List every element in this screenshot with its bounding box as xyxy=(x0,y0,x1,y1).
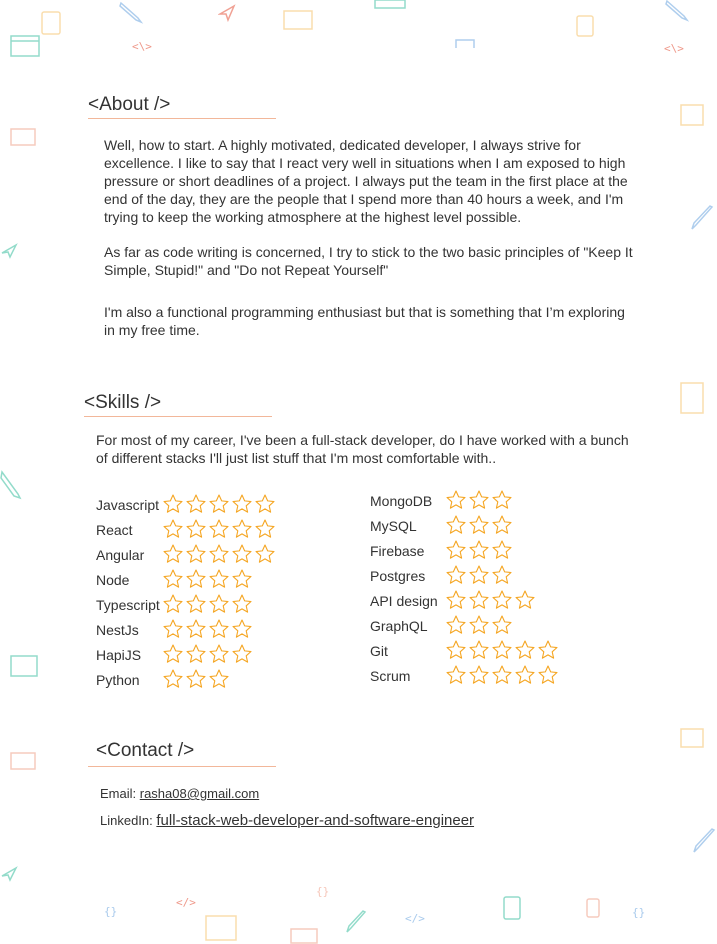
skill-rating xyxy=(445,564,513,586)
star-icon xyxy=(208,568,230,590)
email-label: Email: xyxy=(100,786,137,801)
star-icon xyxy=(254,518,276,540)
star-icon xyxy=(491,489,513,511)
skill-row xyxy=(370,488,432,513)
skill-row xyxy=(370,513,417,538)
linkedin-link[interactable]: full-stack-web-developer-and-software-engineer xyxy=(156,812,475,829)
window-icon-3 xyxy=(680,382,704,414)
star-icon xyxy=(445,489,467,511)
window-icon-4 xyxy=(680,728,704,748)
star-icon xyxy=(231,543,253,565)
star-icon xyxy=(162,593,184,615)
star-icon xyxy=(514,589,536,611)
skill-name: Javascript xyxy=(96,496,160,513)
skill-name: Scrum xyxy=(370,667,411,684)
star-icon xyxy=(231,493,253,515)
star-icon xyxy=(468,639,490,661)
skills-intro: For most of my career, I've been a full-stack developer, do I have worked with a bunch of different stacks I'll just list stuff that I'm most comfortable with.. xyxy=(96,432,629,466)
about-paragraph-1: Well, how to start. A highly motivated, dedicated developer, I always strive for excellence. I like to say that I react very well in situations when I am exposed to high pressure or short deadlines of a project. I always put the team in the first place at the end of the day, they are the people that I spend more than 40 hours a week, and I'm trying to keep the working atmosphere at the highest level possible. xyxy=(104,137,628,225)
tablet-icon xyxy=(40,10,62,36)
skill-row xyxy=(96,567,129,592)
skill-name: NestJs xyxy=(96,621,139,638)
star-icon xyxy=(162,518,184,540)
window-icon-5 xyxy=(205,915,237,941)
skill-name: Git xyxy=(370,642,388,659)
code-tag-glyph-3: </> xyxy=(176,896,196,909)
browser-icon-2 xyxy=(10,655,38,677)
film-icon-2 xyxy=(10,752,36,770)
star-icon xyxy=(491,589,513,611)
code-tag-glyph: <\> xyxy=(132,40,152,53)
skill-name: API design xyxy=(370,592,438,609)
skill-rating xyxy=(162,668,230,690)
about-divider xyxy=(88,118,276,119)
star-icon xyxy=(208,593,230,615)
star-icon xyxy=(537,664,559,686)
star-icon xyxy=(185,668,207,690)
cursor-icon-3 xyxy=(0,866,18,882)
skill-row xyxy=(370,563,425,588)
star-icon xyxy=(231,518,253,540)
skill-row xyxy=(370,663,410,688)
star-icon xyxy=(208,493,230,515)
skill-name: Angular xyxy=(96,546,145,563)
skills-title: <Skills /> xyxy=(84,392,162,413)
film-icon xyxy=(10,128,36,146)
star-icon xyxy=(514,664,536,686)
skill-name: Firebase xyxy=(370,542,425,559)
star-icon xyxy=(185,643,207,665)
email-link[interactable]: rasha08@gmail.com xyxy=(139,786,260,801)
star-icon xyxy=(162,618,184,640)
skill-row xyxy=(96,492,159,517)
skill-name: Postgres xyxy=(370,567,426,584)
star-icon xyxy=(537,639,559,661)
code-tag-glyph-4: </> xyxy=(405,912,425,925)
star-icon xyxy=(468,489,490,511)
star-icon xyxy=(231,643,253,665)
braces-glyph-3: {} xyxy=(632,906,646,919)
skill-name: MongoDB xyxy=(370,492,433,509)
window-icon-2 xyxy=(680,104,704,126)
email-line xyxy=(100,786,259,801)
star-icon xyxy=(162,668,184,690)
star-icon xyxy=(491,564,513,586)
skill-rating xyxy=(162,543,276,565)
contact-divider xyxy=(88,766,276,767)
star-icon xyxy=(162,643,184,665)
star-icon xyxy=(491,539,513,561)
star-icon xyxy=(491,614,513,636)
skill-row xyxy=(370,588,438,613)
skill-rating xyxy=(445,614,513,636)
star-icon xyxy=(231,568,253,590)
code-tag-glyph-2: <\> xyxy=(664,42,684,55)
about-paragraph-2: As far as code writing is concerned, I try to stick to the two basic principles of "Keep It Simple, Stupid!" and "Do not Repeat Yourself" xyxy=(104,244,633,278)
browser-icon-3 xyxy=(290,928,318,944)
skill-row xyxy=(370,613,428,638)
skills-divider xyxy=(84,416,272,417)
skill-rating xyxy=(162,593,253,615)
skill-row xyxy=(96,542,144,567)
star-icon xyxy=(185,593,207,615)
skill-name: GraphQL xyxy=(370,617,428,634)
pencil-icon-5 xyxy=(692,828,716,854)
skill-name: Typescript xyxy=(96,596,160,613)
star-icon xyxy=(231,593,253,615)
star-icon xyxy=(208,618,230,640)
skill-row xyxy=(370,638,388,663)
tablet-icon-2 xyxy=(575,14,595,38)
star-icon xyxy=(445,614,467,636)
star-icon xyxy=(468,614,490,636)
star-icon xyxy=(491,664,513,686)
skill-rating xyxy=(162,518,276,540)
skill-rating xyxy=(445,514,513,536)
star-icon xyxy=(468,564,490,586)
star-icon xyxy=(445,539,467,561)
pencil-icon-2 xyxy=(664,0,690,22)
skill-row xyxy=(96,592,160,617)
skill-rating xyxy=(445,639,559,661)
pencil-icon xyxy=(118,0,144,24)
star-icon xyxy=(468,589,490,611)
cursor-icon xyxy=(218,4,236,22)
star-icon xyxy=(254,543,276,565)
star-icon xyxy=(491,639,513,661)
skill-name: Node xyxy=(96,571,130,588)
star-icon xyxy=(185,568,207,590)
star-icon xyxy=(162,543,184,565)
window-icon xyxy=(283,10,313,30)
star-icon xyxy=(208,643,230,665)
pencil-icon-6 xyxy=(345,910,367,934)
star-icon xyxy=(231,618,253,640)
skill-rating xyxy=(445,539,513,561)
laptop-icon xyxy=(373,0,407,12)
about-title: <About /> xyxy=(88,94,171,115)
skill-rating xyxy=(162,493,276,515)
linkedin-line xyxy=(100,812,474,829)
tablet-icon-4 xyxy=(585,897,601,919)
skill-row xyxy=(96,517,133,542)
star-icon xyxy=(445,589,467,611)
skill-rating xyxy=(445,589,536,611)
cursor-icon-2 xyxy=(0,243,18,259)
pencil-icon-3 xyxy=(690,205,716,231)
skill-rating xyxy=(445,664,559,686)
skill-row xyxy=(96,617,139,642)
star-icon xyxy=(468,514,490,536)
star-icon xyxy=(514,639,536,661)
star-icon xyxy=(162,568,184,590)
star-icon xyxy=(208,518,230,540)
star-icon xyxy=(185,543,207,565)
skill-rating xyxy=(445,489,513,511)
tablet-icon-3 xyxy=(502,895,522,921)
skill-row xyxy=(96,642,141,667)
star-icon xyxy=(468,664,490,686)
skill-name: React xyxy=(96,521,133,538)
star-icon xyxy=(445,664,467,686)
star-icon xyxy=(468,539,490,561)
star-icon xyxy=(491,514,513,536)
braces-glyph: {} xyxy=(104,905,118,918)
skill-name: Python xyxy=(96,671,140,688)
contact-title: <Contact /> xyxy=(96,740,195,761)
skill-name: HapiJS xyxy=(96,646,142,663)
star-icon xyxy=(445,564,467,586)
star-icon xyxy=(445,639,467,661)
star-icon xyxy=(208,543,230,565)
bracket-icon xyxy=(455,38,475,50)
star-icon xyxy=(185,518,207,540)
skill-rating xyxy=(162,618,253,640)
star-icon xyxy=(185,493,207,515)
skill-rating xyxy=(162,643,253,665)
pencil-icon-4 xyxy=(0,470,22,500)
braces-glyph-2: {} xyxy=(316,885,330,898)
star-icon xyxy=(162,493,184,515)
browser-icon xyxy=(10,35,40,57)
about-paragraph-3: I'm also a functional programming enthusiast but that is something that I’m exploring in my free time. xyxy=(104,304,625,338)
skill-rating xyxy=(162,568,253,590)
star-icon xyxy=(254,493,276,515)
skill-row xyxy=(96,667,140,692)
star-icon xyxy=(185,618,207,640)
linkedin-label: LinkedIn: xyxy=(100,813,153,828)
star-icon xyxy=(208,668,230,690)
skill-row xyxy=(370,538,424,563)
star-icon xyxy=(445,514,467,536)
skill-name: MySQL xyxy=(370,517,417,534)
